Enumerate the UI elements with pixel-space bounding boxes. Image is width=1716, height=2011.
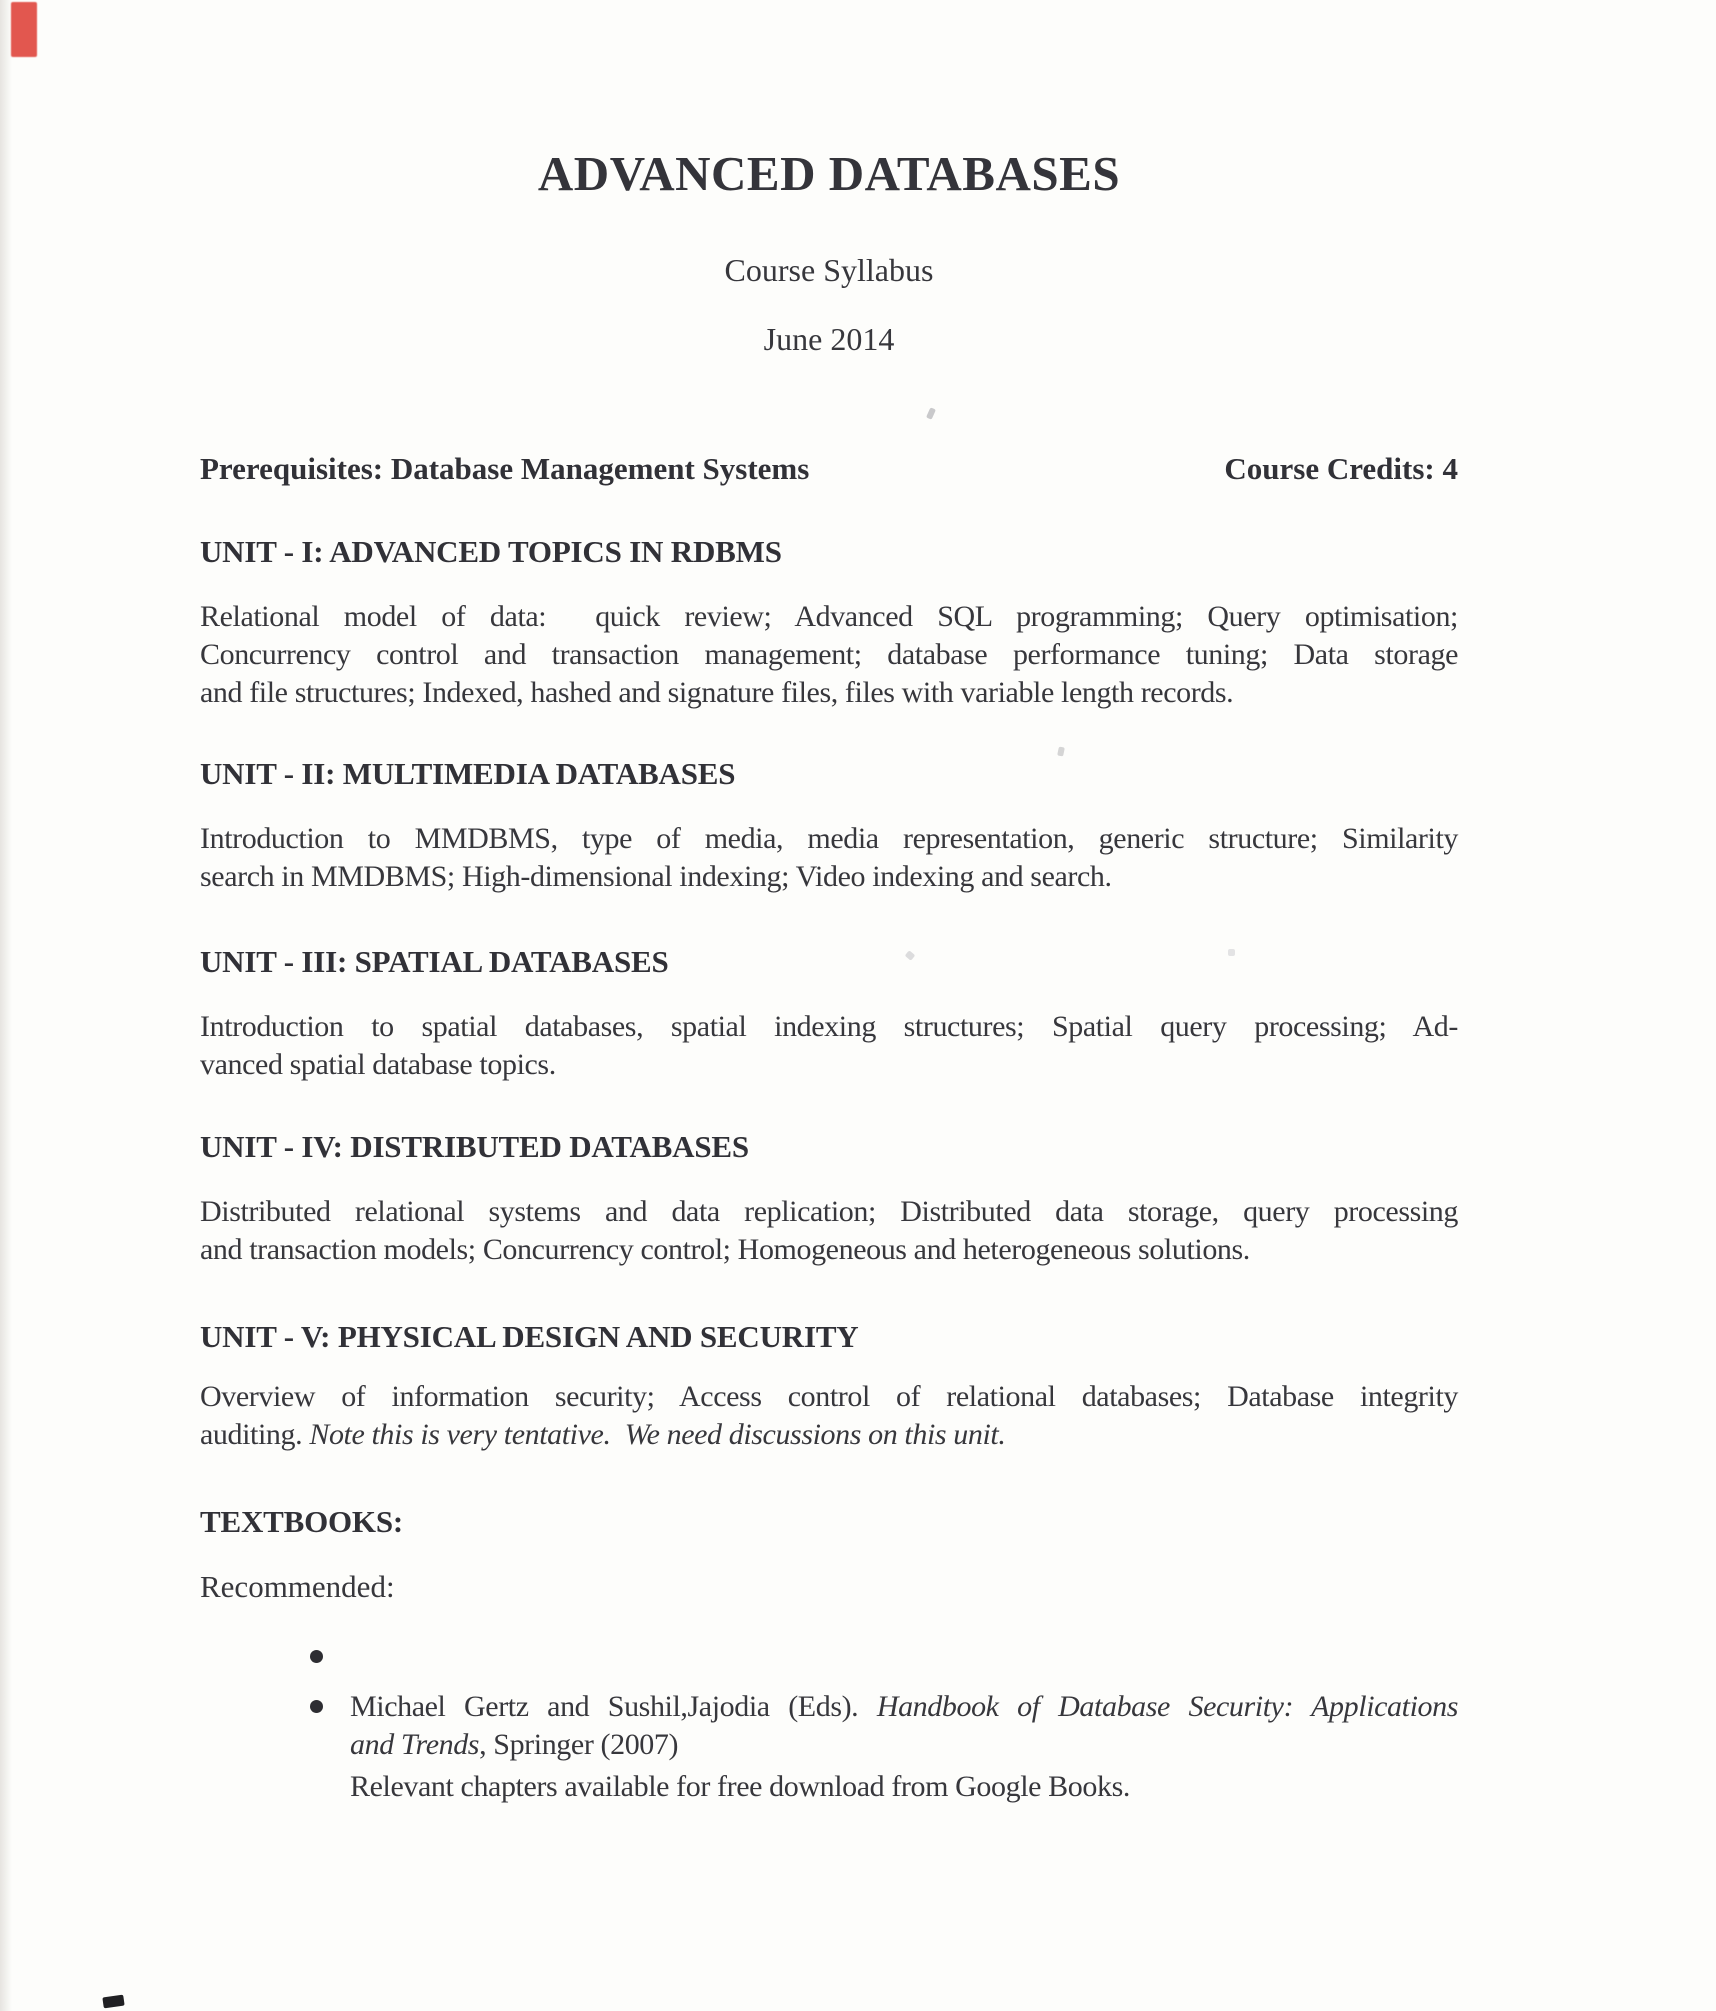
- unit-section-3: [200, 943, 1458, 1084]
- body-line: auditing. Note this is very tentative. We need discussions on this unit.: [200, 1418, 1006, 1451]
- course-meta-row: [200, 450, 1458, 488]
- unit-heading: UNIT - II: MULTIMEDIA DATABASES: [200, 756, 736, 791]
- unit-section-1: [200, 533, 1458, 712]
- document-content: [200, 0, 1458, 1806]
- book-note-line: Relevant chapters available for free download from Google Books.: [350, 1770, 1130, 1803]
- textbooks-section: [200, 1503, 1458, 1806]
- book-line: Michael Gertz and Sushil,Jajodia (Eds). Handbook of Database Security: Applications: [350, 1690, 1458, 1723]
- bullet-icon: [310, 1700, 323, 1713]
- unit-body: [200, 1193, 1458, 1269]
- body-line: Concurrency control and transaction management; database performance tuning; Data storage: [200, 638, 1458, 671]
- textbooks-heading: TEXTBOOKS:: [200, 1504, 403, 1539]
- body-line: Overview of information security; Access control of relational databases; Database integrity: [200, 1380, 1458, 1413]
- scan-edge-shadow: [0, 0, 12, 2011]
- body-line: Introduction to MMDBMS, type of media, media representation, generic structure; Similarity: [200, 822, 1458, 855]
- scan-artifact-red-mark: [11, 2, 37, 57]
- unit-heading: UNIT - I: ADVANCED TOPICS IN RDBMS: [200, 534, 782, 569]
- body-line: search in MMDBMS; High-dimensional indexing; Video indexing and search.: [200, 860, 1112, 893]
- bullet-icon: [310, 1650, 323, 1663]
- body-line: Introduction to spatial databases, spatial indexing structures; Spatial query processing; Ad-: [200, 1010, 1458, 1043]
- bullet-item-empty: [200, 1638, 1458, 1676]
- document-title: ADVANCED DATABASES: [537, 146, 1121, 201]
- scan-artifact-black-mark: [102, 1995, 124, 2009]
- body-line: Distributed relational systems and data replication; Distributed data storage, query processing: [200, 1195, 1458, 1228]
- course-subtitle: Course Syllabus: [724, 252, 934, 288]
- body-line: vanced spatial database topics.: [200, 1048, 556, 1081]
- body-line: and transaction models; Concurrency control; Homogeneous and heterogeneous solutions.: [200, 1233, 1250, 1266]
- unit-body: [200, 598, 1458, 712]
- unit-section-2: [200, 755, 1458, 896]
- unit-section-4: [200, 1128, 1458, 1269]
- unit-body: [200, 1008, 1458, 1084]
- unit-heading: UNIT - V: PHYSICAL DESIGN AND SECURITY: [200, 1319, 859, 1354]
- unit-heading: UNIT - III: SPATIAL DATABASES: [200, 944, 669, 979]
- prerequisites-text: Prerequisites: Database Management Systems: [200, 451, 810, 486]
- unit-body: [200, 1378, 1458, 1454]
- bullet-item-book: [200, 1688, 1458, 1806]
- book-line: and Trends, Springer (2007): [350, 1728, 679, 1761]
- body-line: and file structures; Indexed, hashed and signature files, files with variable length records.: [200, 676, 1234, 709]
- body-line: Relational model of data: quick review; Advanced SQL programming; Query optimisation;: [200, 600, 1458, 633]
- unit-heading: UNIT - IV: DISTRIBUTED DATABASES: [200, 1129, 749, 1164]
- unit-body: [200, 820, 1458, 896]
- unit-section-5: [200, 1318, 1458, 1454]
- course-date: June 2014: [763, 321, 895, 357]
- course-credits-text: Course Credits: 4: [1224, 451, 1458, 486]
- recommended-label: Recommended:: [200, 1569, 395, 1604]
- textbook-list: [200, 1638, 1458, 1806]
